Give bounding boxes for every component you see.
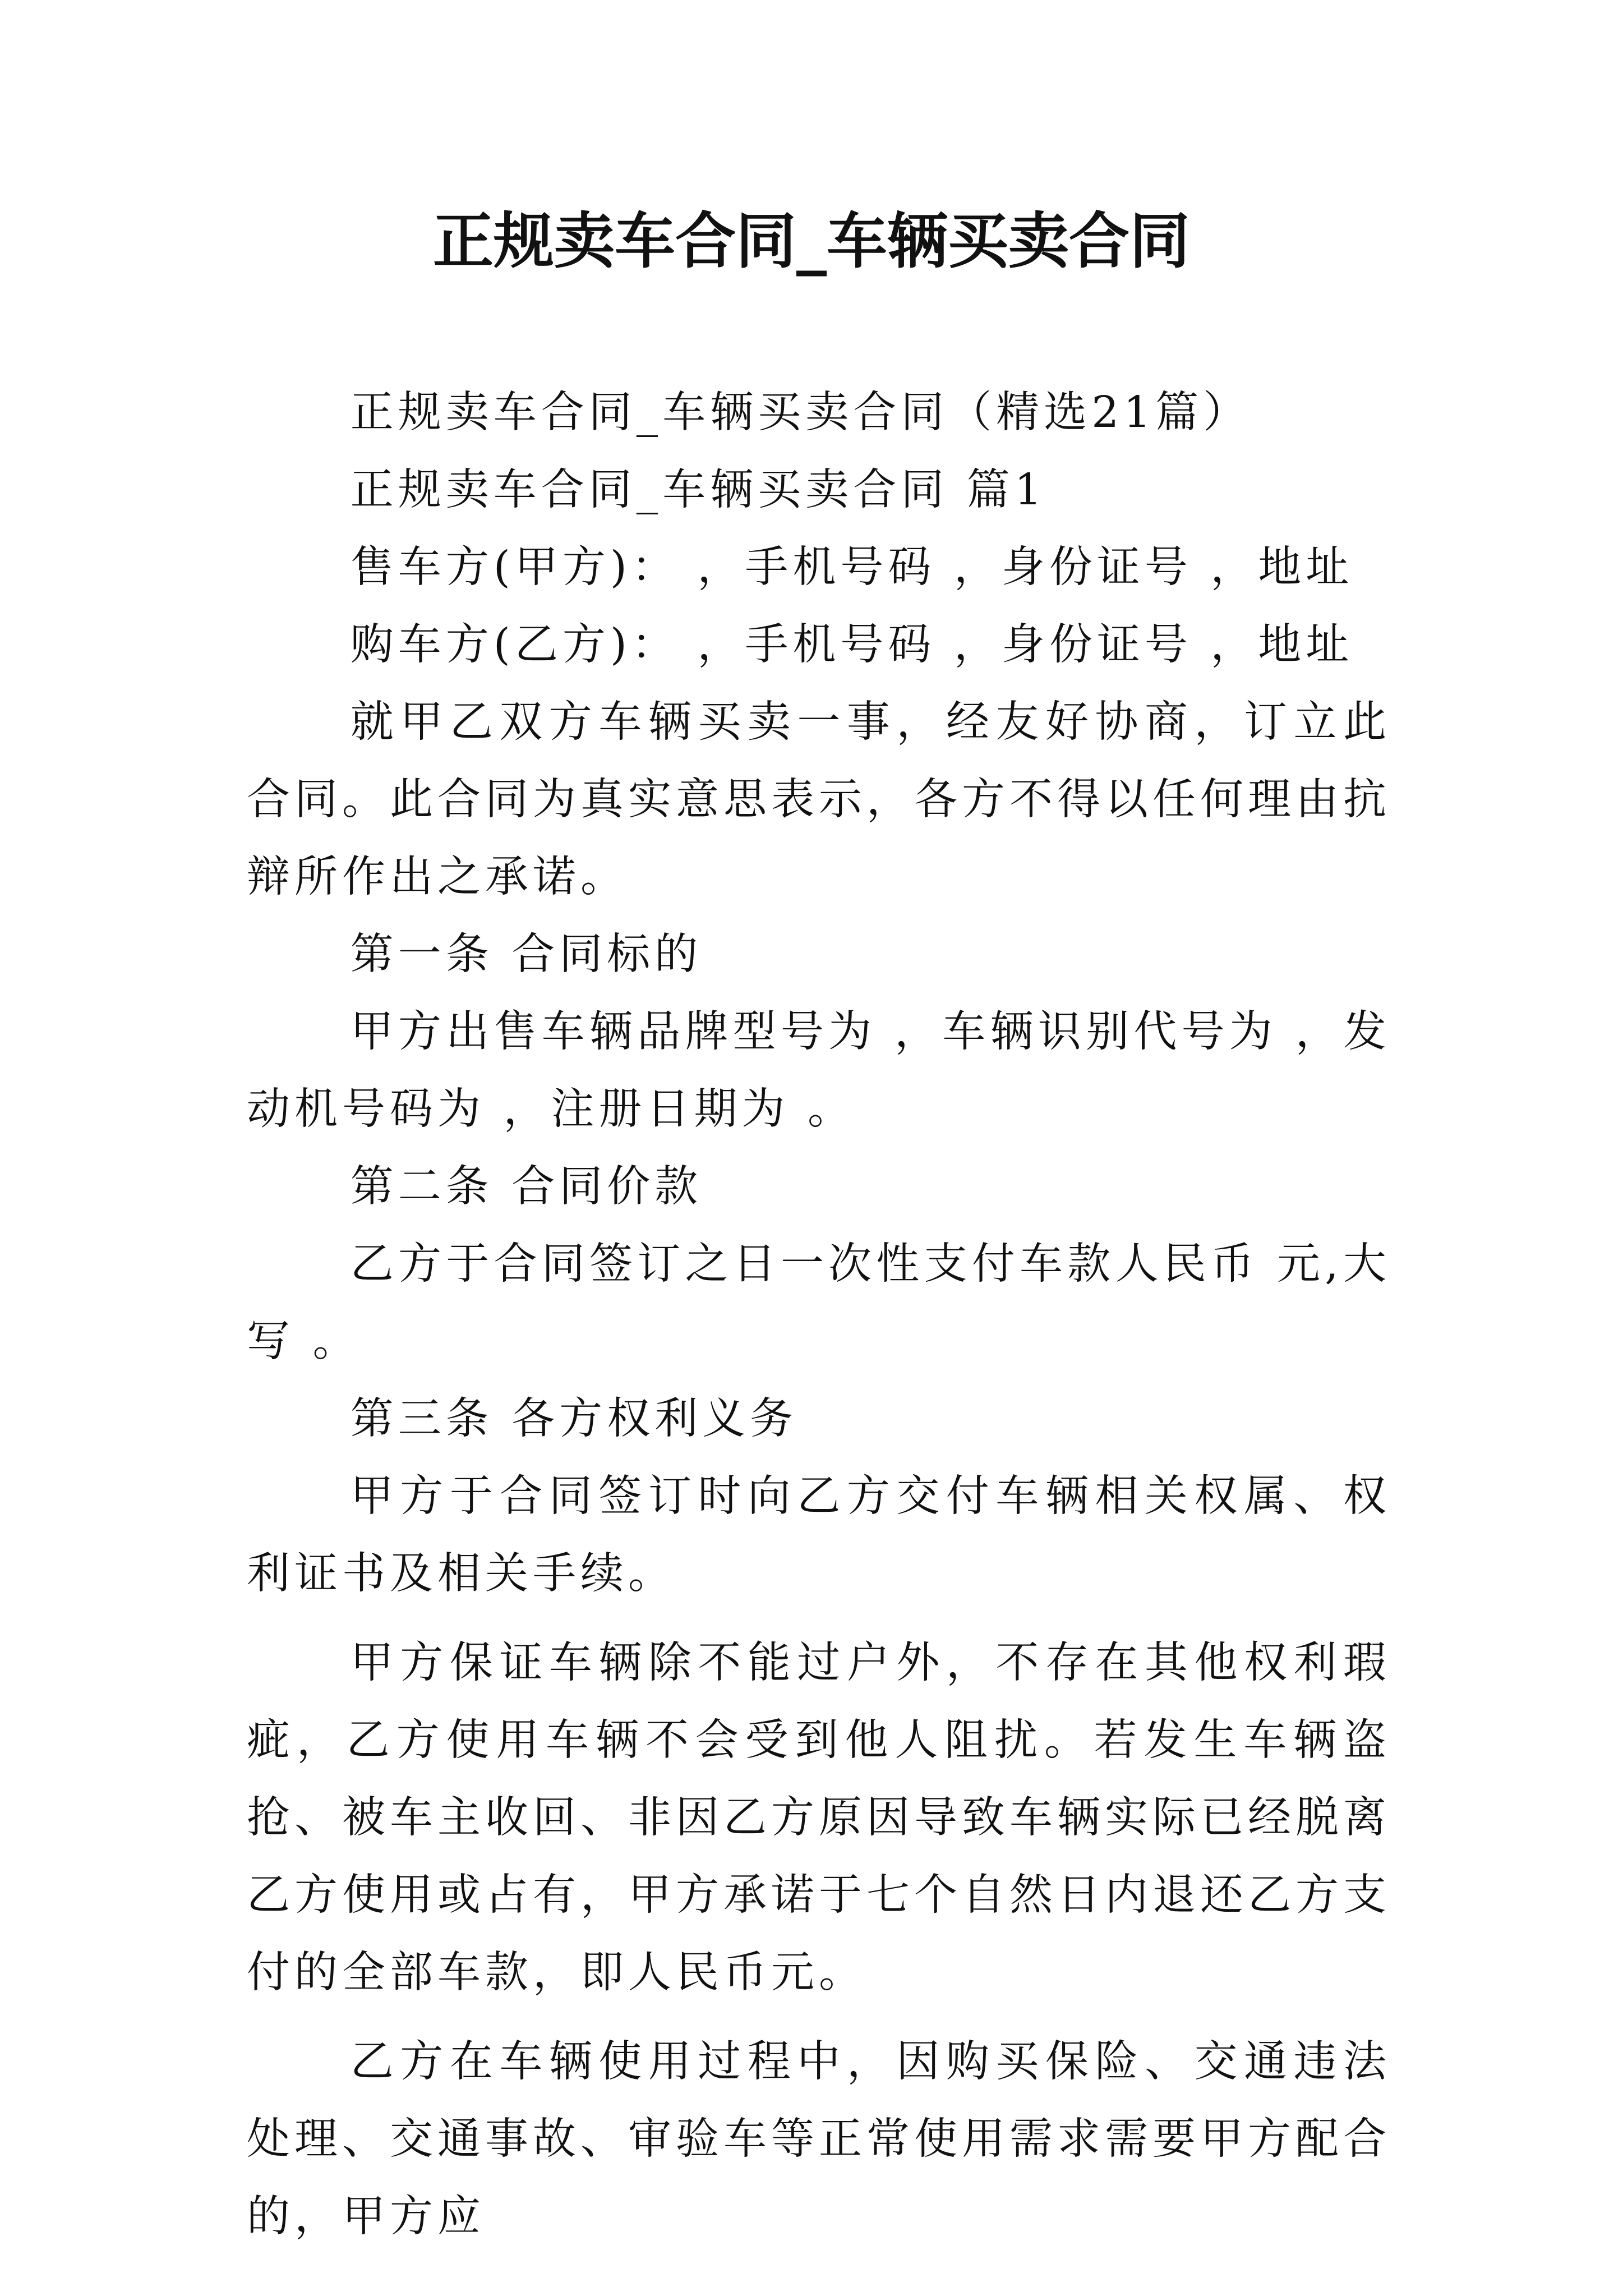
document-title: 正规卖车合同_车辆买卖合同 (432, 206, 1190, 277)
article-3-clause-3: 乙方在车辆使用过程中，因购买保险、交通违法处理、交通事故、审验车等正常使用需求需要甲方配合的，甲方应 (247, 2037, 1391, 2242)
paragraph-seller-info: 售车方(甲方)： ，手机号码 ，身份证号 ，地址 (350, 542, 1354, 592)
article-3-clause-1: 甲方于合同签订时向乙方交付车辆相关权属、权利证书及相关手续。 (247, 1471, 1391, 1599)
document-body (247, 374, 1391, 2256)
article-1-heading: 第一条 合同标的 (350, 930, 703, 979)
paragraph-subtitle: 正规卖车合同_车辆买卖合同（精选21篇） (350, 388, 1251, 438)
article-2-body: 乙方于合同签订之日一次性支付车款人民币 元,大写 。 (247, 1239, 1391, 1366)
article-2-heading: 第二条 合同价款 (350, 1162, 703, 1212)
paragraph-chapter-heading: 正规卖车合同_车辆买卖合同 篇1 (350, 465, 1046, 515)
article-3-heading: 第三条 各方权利义务 (350, 1394, 798, 1444)
paragraph-preamble: 就甲乙双方车辆买卖一事，经友好协商，订立此合同。此合同为真实意思表示，各方不得以任何理由抗辩所作出之承诺。 (247, 697, 1391, 902)
paragraph-buyer-info: 购车方(乙方)： ，手机号码 ，身份证号 ，地址 (350, 620, 1354, 670)
article-3-clause-2: 甲方保证车辆除不能过户外，不存在其他权利瑕疵，乙方使用车辆不会受到他人阻扰。若发生车辆盗抢、被车主收回、非因乙方原因导致车辆实际已经脱离乙方使用或占有，甲方承诺于七个自然日内退还乙方支付的全部车款，即人民币元。 (247, 1638, 1391, 1998)
article-1-body: 甲方出售车辆品牌型号为 ，车辆识别代号为 ，发动机号码为 ，注册日期为 。 (247, 1007, 1391, 1134)
